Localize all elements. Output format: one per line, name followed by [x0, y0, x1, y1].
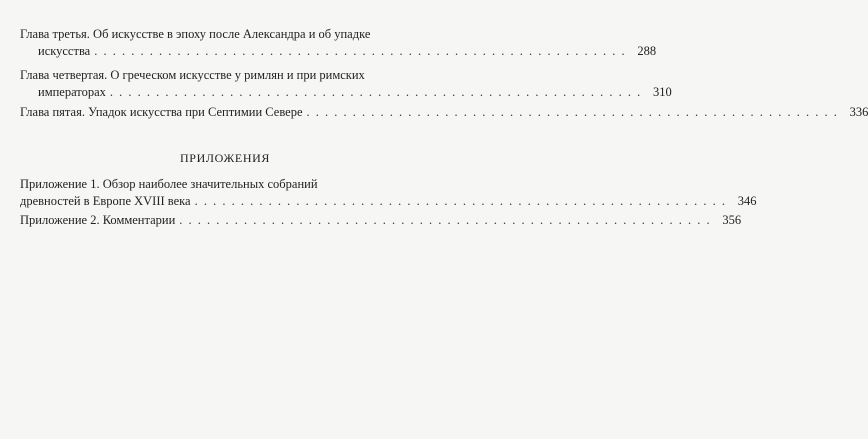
toc-entry-text: искусства	[38, 44, 91, 58]
page-number: 310	[653, 85, 672, 99]
leader-dots: . . . . . . . . . . . . . . . . . . . . . . . . . . . . . . . . . . . . . . . . . . . . . . . . . . . . . . . . . .	[109, 85, 642, 99]
page-number: 288	[637, 44, 657, 58]
leader-dots: . . . . . . . . . . . . . . . . . . . . . . . . . . . . . . . . . . . . . . . . . . . . . . . . . . . . . . . . . .	[179, 213, 712, 227]
leader-dots: . . . . . . . . . . . . . . . . . . . . . . . . . . . . . . . . . . . . . . . . . . . . . . . . . . . . . . . . . .	[94, 44, 627, 58]
page-number: 336	[849, 105, 868, 119]
toc-entry-line	[20, 193, 757, 210]
toc-entry-text: древностей в Европе XVIII века	[20, 194, 191, 208]
toc-entry-text: Глава четвертая. О греческом искусстве у римлян и при римских	[20, 68, 365, 82]
leader-dots: . . . . . . . . . . . . . . . . . . . . . . . . . . . . . . . . . . . . . . . . . . . . . . . . . . . . . . . . . .	[306, 105, 839, 119]
toc-entry-line	[20, 212, 742, 229]
leader-dots: . . . . . . . . . . . . . . . . . . . . . . . . . . . . . . . . . . . . . . . . . . . . . . . . . . . . . . . . . .	[194, 194, 727, 208]
toc-entry-chapter-3[interactable]	[20, 26, 657, 60]
toc-entry-line	[20, 176, 412, 193]
toc-entry-line	[20, 67, 412, 84]
toc-entry-text: Глава третья. Об искусстве в эпоху после Александра и об упадке	[20, 27, 371, 41]
page-number: 346	[737, 194, 757, 208]
toc-entry-line	[20, 26, 412, 43]
toc-entry-line	[20, 84, 672, 101]
toc-entry-text: Приложение 2. Комментарии	[20, 213, 176, 227]
toc-entry-chapter-4[interactable]	[20, 67, 672, 101]
toc-entry-chapter-5[interactable]	[20, 104, 868, 121]
toc-entry-line	[20, 104, 868, 121]
toc-entry-text: Приложение 1. Обзор наиболее значительных собраний	[20, 177, 318, 191]
toc-entry-appendix-2[interactable]	[20, 212, 742, 229]
toc-entry-appendix-1[interactable]	[20, 176, 757, 210]
page-number: 356	[722, 213, 742, 227]
toc-entry-line	[20, 43, 657, 60]
toc-entry-text: Глава пятая. Упадок искусства при Септимии Севере	[20, 105, 303, 119]
toc-entry-text: императорах	[38, 85, 106, 99]
appendix-section-title: ПРИЛОЖЕНИЯ	[180, 151, 270, 165]
